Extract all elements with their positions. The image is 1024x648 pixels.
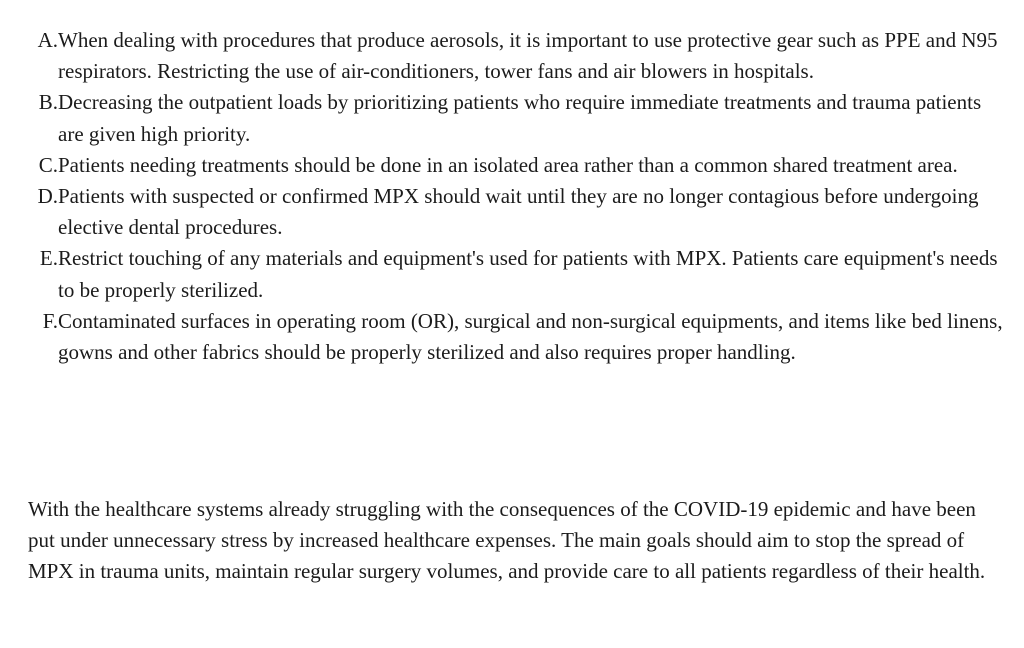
list-marker (20, 150, 58, 181)
list-marker (20, 25, 58, 87)
list-marker (20, 181, 58, 243)
list-item (20, 150, 1010, 181)
list-item-text: Patients with suspected or confirmed MPX should wait until they are no longer contagious before undergoing elective dental procedures. (58, 184, 979, 240)
list-item (20, 306, 1010, 368)
list-item (20, 181, 1010, 243)
list-item-text: Patients needing treatments should be done in an isolated area rather than a common shared treatment area. (58, 152, 958, 177)
list-marker-text: F. (42, 308, 58, 333)
summary-paragraph: With the healthcare systems already struggling with the consequences of the COVID-19 epidemic and have been put under unnecessary stress by increased healthcare expenses. The main goals should aim to stop the spread of MPX in trauma units, maintain regular surgery volumes, and provide care to all patients regardless of their health. (28, 497, 986, 584)
list-marker-text: B. (38, 90, 58, 115)
recommendations-list (20, 25, 1010, 368)
list-item (20, 243, 1010, 305)
list-marker-text: A. (37, 28, 58, 52)
list-marker-text: E. (39, 246, 58, 271)
list-item-text: Decreasing the outpatient loads by prioritizing patients who require immediate treatments and trauma patients are given high priority. (58, 90, 982, 146)
list-item-text: Restrict touching of any materials and equipment's used for patients with MPX. Patients care equipment's needs to be properly sterilized. (58, 246, 998, 302)
list-marker (20, 87, 58, 149)
list-marker (20, 306, 58, 368)
list-marker-text: C. (38, 152, 58, 177)
list-item (20, 25, 1010, 87)
list-item-text: Contaminated surfaces in operating room (OR), surgical and non-surgical equipments, and items like bed linens, gowns and other fabrics should be properly sterilized and also requires proper handling. (58, 308, 1003, 365)
list-item (20, 87, 1010, 149)
list-marker-text: D. (37, 184, 58, 209)
list-marker (20, 243, 58, 305)
list-item-text: When dealing with procedures that produce aerosols, it is important to use protective gear such as PPE and N95 respirators. Restricting the use of air-conditioners, tower fans and air blowers in hospitals. (58, 28, 998, 84)
